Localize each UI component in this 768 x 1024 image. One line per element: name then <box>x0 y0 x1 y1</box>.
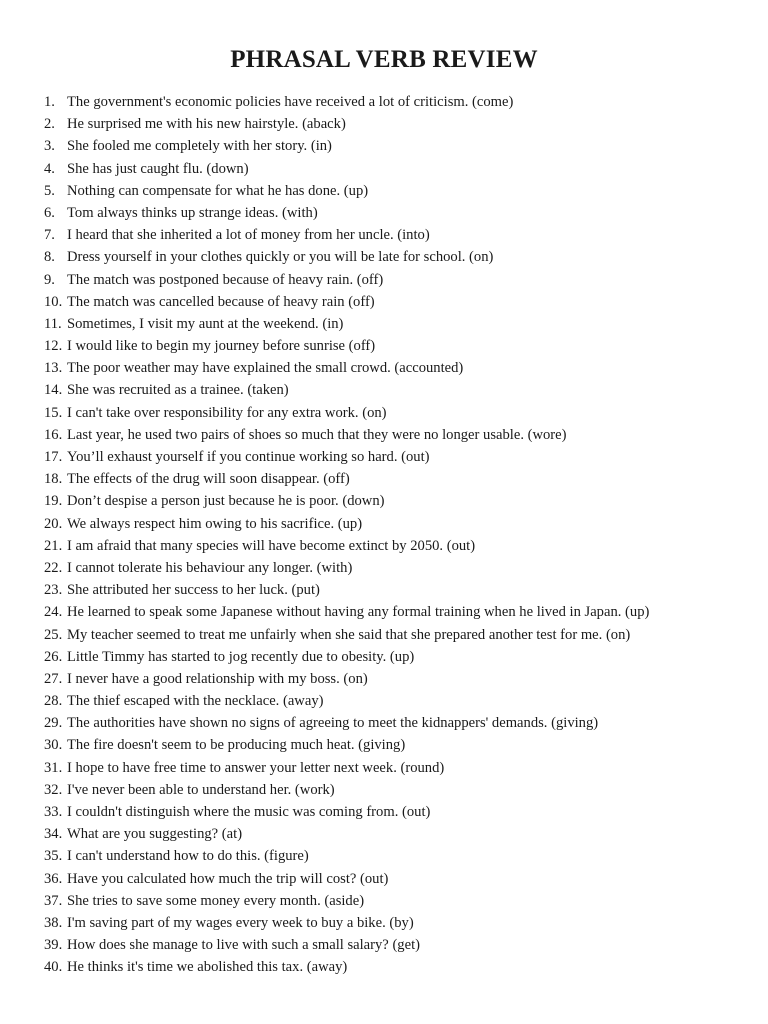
item-number: 40. <box>44 959 63 976</box>
item-number: 4. <box>44 160 55 177</box>
item-number: 26. <box>44 648 63 665</box>
list-item <box>44 135 764 157</box>
item-text: Little Timmy has started to jog recently due to obesity. (up) <box>67 648 415 665</box>
item-text: Last year, he used two pairs of shoes so much that they were no longer usable. (wore) <box>67 426 567 443</box>
item-text: The poor weather may have explained the small crowd. (accounted) <box>67 360 464 377</box>
list-item <box>44 912 764 934</box>
item-number: 17. <box>44 449 63 465</box>
item-text: I am afraid that many species will have become extinct by 2050. (out) <box>67 537 476 554</box>
item-number: 21. <box>44 537 63 554</box>
list-item <box>44 601 764 623</box>
list-item <box>44 490 764 512</box>
list-item <box>44 113 764 135</box>
item-number: 6. <box>44 204 55 221</box>
page-title: PHRASAL VERB REVIEW <box>230 46 538 73</box>
list-item <box>44 734 764 756</box>
item-text: She fooled me completely with her story. (in) <box>67 138 332 155</box>
list-item <box>44 357 764 379</box>
list-item <box>44 845 764 867</box>
item-text: Have you calculated how much the trip will cost? (out) <box>67 870 389 887</box>
item-text: I heard that she inherited a lot of money from her uncle. (into) <box>67 227 430 244</box>
item-number: 10. <box>44 293 63 310</box>
item-text: Dress yourself in your clothes quickly or you will be late for school. (on) <box>67 249 494 266</box>
item-text: I've never been able to understand her. (work) <box>67 781 335 798</box>
item-number: 18. <box>44 471 63 488</box>
list-item <box>44 779 764 801</box>
list-item <box>44 579 764 601</box>
item-number: 11. <box>44 315 62 332</box>
item-number: 37. <box>44 892 63 909</box>
list-item <box>44 956 764 978</box>
item-text: The authorities have shown no signs of agreeing to meet the kidnappers' demands. (giving) <box>67 715 599 732</box>
item-number: 5. <box>44 182 55 199</box>
item-number: 33. <box>44 804 63 820</box>
list-item <box>44 712 764 734</box>
item-number: 28. <box>44 693 63 710</box>
list-item <box>44 424 764 446</box>
item-text: You’ll exhaust yourself if you continue working so hard. (out) <box>67 449 430 465</box>
list-item <box>44 335 764 357</box>
item-number: 29. <box>44 715 63 732</box>
list-item <box>44 91 764 113</box>
list-item <box>44 934 764 956</box>
item-number: 3. <box>44 138 55 155</box>
item-text: My teacher seemed to treat me unfairly when she said that she prepared another test for me. (on) <box>67 626 631 643</box>
list-item <box>44 291 764 313</box>
item-number: 31. <box>44 759 63 776</box>
list-item <box>44 379 764 401</box>
item-number: 24. <box>44 604 63 621</box>
item-text: I couldn't distinguish where the music was coming from. (out) <box>67 804 431 820</box>
item-number: 34. <box>44 826 63 843</box>
item-text: I would like to begin my journey before sunrise (off) <box>67 338 376 355</box>
item-text: I never have a good relationship with my boss. (on) <box>67 670 368 687</box>
item-number: 12. <box>44 338 63 355</box>
list-item <box>44 690 764 712</box>
list-item <box>44 180 764 202</box>
item-number: 36. <box>44 870 63 887</box>
item-text: She has just caught flu. (down) <box>67 160 249 177</box>
item-text: He learned to speak some Japanese without having any formal training when he lived in Japan. (up) <box>67 604 650 621</box>
item-text: Don’t despise a person just because he is poor. (down) <box>67 493 385 510</box>
list-item <box>44 890 764 912</box>
item-text: The match was postponed because of heavy rain. (off) <box>67 271 384 288</box>
item-text: He thinks it's time we abolished this tax. (away) <box>67 959 348 976</box>
item-text: I'm saving part of my wages every week to buy a bike. (by) <box>67 914 414 931</box>
item-number: 32. <box>44 781 63 798</box>
item-number: 39. <box>44 937 63 954</box>
item-text: I cannot tolerate his behaviour any longer. (with) <box>67 559 353 576</box>
item-number: 1. <box>44 94 55 110</box>
item-text: The match was cancelled because of heavy rain (off) <box>67 293 375 310</box>
item-text: How does she manage to live with such a small salary? (get) <box>67 937 420 954</box>
list-item <box>44 402 764 424</box>
list-item <box>44 313 764 335</box>
item-text: He surprised me with his new hairstyle. (aback) <box>67 116 346 133</box>
item-text: We always respect him owing to his sacrifice. (up) <box>67 515 363 532</box>
item-text: I can't take over responsibility for any extra work. (on) <box>67 404 387 421</box>
item-number: 23. <box>44 582 63 599</box>
list-item <box>44 513 764 535</box>
item-text: She attributed her success to her luck. (put) <box>67 582 320 599</box>
list-item <box>44 535 764 557</box>
item-text: Tom always thinks up strange ideas. (with) <box>67 204 318 221</box>
list-item <box>44 823 764 845</box>
exercise-list <box>44 91 764 979</box>
item-number: 14. <box>44 382 63 399</box>
list-item <box>44 868 764 890</box>
item-text: The thief escaped with the necklace. (away) <box>67 693 324 710</box>
item-text: The fire doesn't seem to be producing much heat. (giving) <box>67 737 406 754</box>
item-number: 38. <box>44 914 63 931</box>
item-text: The government's economic policies have received a lot of criticism. (come) <box>67 94 514 110</box>
list-item <box>44 269 764 291</box>
item-number: 19. <box>44 493 63 510</box>
item-number: 8. <box>44 249 55 266</box>
item-text: I can't understand how to do this. (figure) <box>67 848 309 865</box>
item-text: What are you suggesting? (at) <box>67 826 243 843</box>
item-text: She tries to save some money every month. (aside) <box>67 892 365 909</box>
list-item <box>44 624 764 646</box>
list-item <box>44 202 764 224</box>
item-number: 20. <box>44 515 63 532</box>
item-number: 22. <box>44 559 63 576</box>
item-number: 15. <box>44 404 63 421</box>
item-text: Nothing can compensate for what he has done. (up) <box>67 182 369 199</box>
list-item <box>44 668 764 690</box>
list-item <box>44 646 764 668</box>
list-item <box>44 246 764 268</box>
item-text: The effects of the drug will soon disappear. (off) <box>67 471 350 488</box>
list-item <box>44 801 764 823</box>
item-text: I hope to have free time to answer your letter next week. (round) <box>67 759 445 776</box>
list-item <box>44 468 764 490</box>
item-text: Sometimes, I visit my aunt at the weekend. (in) <box>67 315 344 332</box>
item-text: She was recruited as a trainee. (taken) <box>67 382 289 399</box>
item-number: 13. <box>44 360 63 377</box>
item-number: 7. <box>44 227 55 244</box>
item-number: 9. <box>44 271 55 288</box>
list-item <box>44 224 764 246</box>
list-item <box>44 557 764 579</box>
list-item <box>44 446 764 468</box>
item-number: 35. <box>44 848 63 865</box>
item-number: 25. <box>44 626 63 643</box>
list-item <box>44 757 764 779</box>
list-item <box>44 158 764 180</box>
item-number: 2. <box>44 116 55 133</box>
item-number: 27. <box>44 670 63 687</box>
item-number: 16. <box>44 426 63 443</box>
item-number: 30. <box>44 737 63 754</box>
